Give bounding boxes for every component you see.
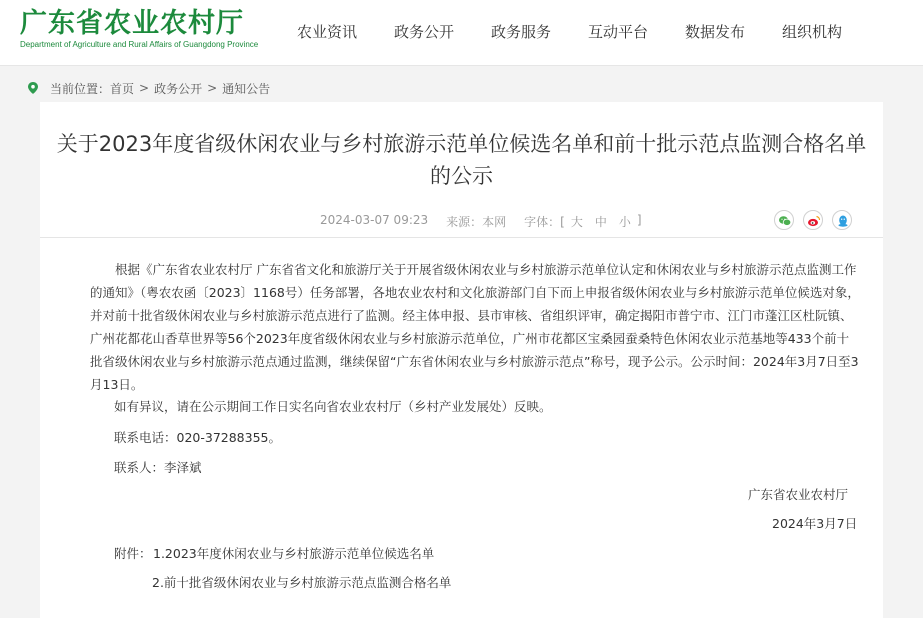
signature-org: 广东省农业农村厅 — [748, 487, 849, 502]
qq-icon — [836, 214, 850, 228]
article-paragraph-2: 如有异议，请在公示期间工作日实名向省农业农村厅（乡村产业发展处）反映。 — [114, 399, 552, 414]
attachments-label: 附件： — [114, 546, 152, 561]
location-pin-icon — [28, 82, 38, 94]
breadcrumb-separator: > — [139, 81, 150, 95]
attachment-link-1[interactable]: 1.2023年度休闲农业与乡村旅游示范单位候选名单 — [153, 546, 435, 561]
meta-divider — [40, 237, 883, 238]
article-title: 关于2023年度省级休闲农业与乡村旅游示范单位候选名单和前十批示范点监测合格名单的公示 — [56, 132, 867, 188]
share-wechat-button[interactable] — [774, 210, 794, 230]
font-size-small-link[interactable]: 小 — [618, 215, 631, 229]
weibo-icon — [807, 214, 821, 228]
share-weibo-button[interactable] — [803, 210, 823, 230]
nav-item-interaction[interactable]: 互动平台 — [588, 23, 649, 41]
wechat-icon — [778, 214, 792, 228]
attachment-link-2[interactable]: 2.前十批省级休闲农业与乡村旅游示范点监测合格名单 — [152, 575, 452, 590]
logo-subtitle: Department of Agriculture and Rural Affairs of Guangdong Province — [20, 40, 259, 49]
font-size-medium-link[interactable]: 中 — [594, 215, 607, 229]
breadcrumb-notices[interactable]: 通知公告 — [222, 81, 271, 96]
breadcrumb — [28, 79, 270, 97]
breadcrumb-prefix: 当前位置： — [50, 81, 111, 96]
breadcrumb-gov-affairs[interactable]: 政务公开 — [154, 81, 203, 96]
nav-item-agri-news[interactable]: 农业资讯 — [297, 23, 358, 41]
font-size-bracket: ] — [636, 213, 642, 227]
font-size-label: 字体：[ — [524, 215, 565, 229]
share-qq-button[interactable] — [832, 210, 852, 230]
article-paragraph-1: 根据《广东省农业农村厅 广东省省文化和旅游厅关于开展省级休闲农业与乡村旅游示范单位认定和休闲农业与乡村旅游示范点监测工作的通知》（粤农农函〔2023〕1168号）任务部署，各地农业农村和文化旅游部门自下而上申报省级休闲农业与乡村旅游示范单位候选对象，并对前十批省级休闲农业与乡村旅游示范点进行了监测。经主体申报、县市审核、省组织评审，确定揭阳市普宁市、江门市蓬江区杜阮镇、广州花都花山香草世界等56个2023年度省级休闲农业与乡村旅游示范单位，广州市花都区宝桑园蚕桑特色休闲农业示范基地等433个前十批省级休闲农业与乡村旅游示范点通过监测，继续保留“广东省休闲农业与乡村旅游示范点”称号，现予公示。公示时间：2024年3月7日至3月13日。 — [90, 262, 860, 392]
breadcrumb-separator: > — [207, 81, 218, 95]
contact-phone: 联系电话：020-37288355。 — [114, 430, 281, 445]
logo-title: 广东省农业农村厅 — [20, 8, 244, 39]
site-header — [0, 0, 923, 66]
article-card — [40, 102, 883, 618]
site-logo[interactable] — [20, 8, 265, 52]
nav-item-gov-affairs[interactable]: 政务公开 — [394, 23, 455, 41]
nav-item-gov-services[interactable]: 政务服务 — [491, 23, 552, 41]
font-size-large-link[interactable]: 大 — [570, 215, 583, 229]
signature-date: 2024年3月7日 — [772, 516, 858, 531]
article-source: 来源：本网 — [446, 215, 507, 229]
nav-item-organization[interactable]: 组织机构 — [782, 23, 843, 41]
article-meta — [320, 213, 642, 230]
contact-person: 联系人：李泽斌 — [114, 460, 202, 475]
nav-item-data-release[interactable]: 数据发布 — [685, 23, 746, 41]
breadcrumb-home[interactable]: 首页 — [110, 81, 135, 96]
publish-date: 2024-03-07 09:23 — [320, 213, 429, 227]
